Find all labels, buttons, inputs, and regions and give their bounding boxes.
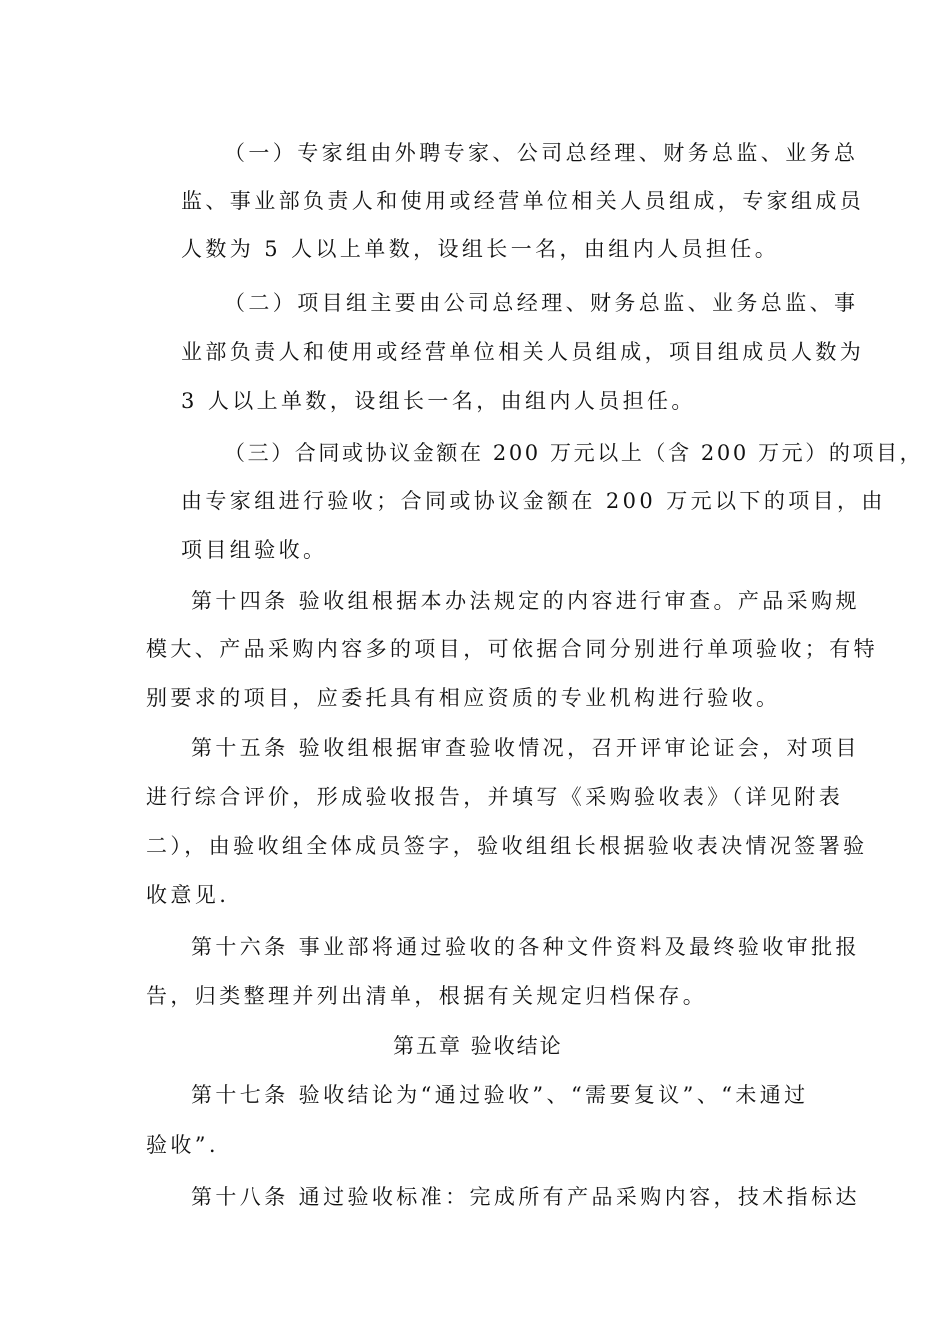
text-line: 第十八条 通过验收标准：完成所有产品采购内容，技术指标达 bbox=[191, 1185, 860, 1209]
text-line: 第十六条 事业部将通过验收的各种文件资料及最终验收审批报 bbox=[191, 935, 860, 959]
text-line: 由专家组进行验收；合同或协议金额在 200 万元以下的项目，由 bbox=[181, 489, 886, 513]
text-line: 3 人以上单数，设组长一名，由组内人员担任。 bbox=[181, 389, 696, 413]
text-line: （一）专家组由外聘专家、公司总经理、财务总监、业务总 bbox=[224, 141, 859, 165]
text-line: 验收”. bbox=[146, 1133, 220, 1157]
text-line: 第十七条 验收结论为“通过验收”、“需要复议”、“未通过 bbox=[191, 1083, 809, 1107]
text-line: （二）项目组主要由公司总经理、财务总监、业务总监、事 bbox=[224, 291, 859, 315]
text-line: 二），由验收组全体成员签字，验收组组长根据验收表决情况签署验 bbox=[146, 834, 868, 858]
chapter-heading: 第五章 验收结论 bbox=[393, 1034, 563, 1058]
text-line: 进行综合评价，形成验收报告，并填写《采购验收表》（详见附表 bbox=[146, 785, 844, 809]
text-line: 告，归类整理并列出清单，根据有关规定归档保存。 bbox=[146, 984, 708, 1008]
text-line: 别要求的项目，应委托具有相应资质的专业机构进行验收。 bbox=[146, 686, 781, 710]
text-line: 模大、产品采购内容多的项目，可依据合同分别进行单项验收；有特 bbox=[146, 637, 878, 661]
text-line: 收意见. bbox=[146, 883, 230, 907]
text-line: 监、事业部负责人和使用或经营单位相关人员组成，专家组成员 bbox=[181, 189, 865, 213]
text-line: 业部负责人和使用或经营单位相关人员组成，项目组成员人数为 bbox=[181, 340, 865, 364]
text-line: 第十五条 验收组根据审查验收情况，召开评审论证会，对项目 bbox=[191, 736, 860, 760]
text-line: （三）合同或协议金额在 200 万元以上（含 200 万元）的项目， bbox=[224, 441, 924, 465]
text-line: 项目组验收。 bbox=[181, 538, 328, 562]
text-line: 人数为 5 人以上单数，设组长一名，由组内人员担任。 bbox=[181, 237, 780, 261]
text-line: 第十四条 验收组根据本办法规定的内容进行审查。产品采购规 bbox=[191, 589, 860, 613]
